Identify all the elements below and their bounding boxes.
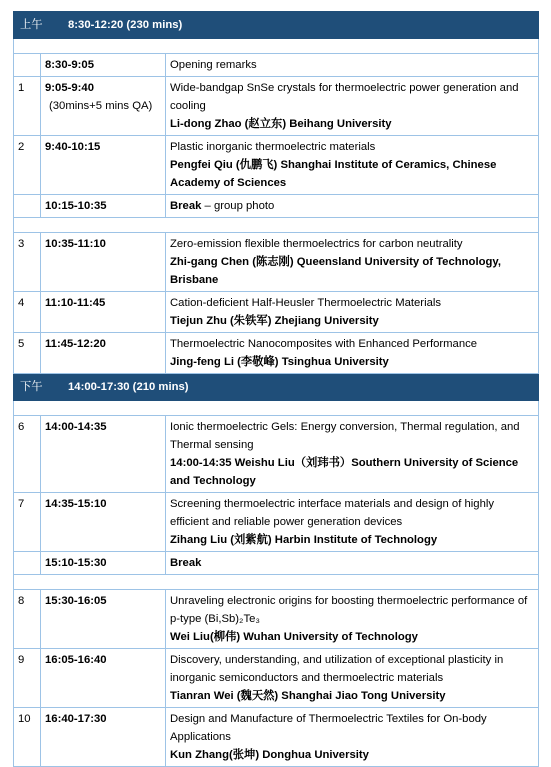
break-label: Break bbox=[170, 557, 202, 569]
spacer-row bbox=[14, 39, 539, 54]
talk-time: 8:30-9:05 bbox=[45, 59, 94, 71]
talk-title: Thermoelectric Nanocomposites with Enhanced Performance bbox=[170, 338, 478, 350]
talk-time: 15:30-16:05 bbox=[45, 595, 107, 607]
talk-duration-note: (30mins+5 mins QA) bbox=[49, 100, 153, 112]
time-cell bbox=[41, 649, 166, 708]
schedule-row bbox=[14, 77, 539, 136]
talk-time: 14:35-15:10 bbox=[45, 498, 107, 510]
talk-cell bbox=[166, 77, 539, 136]
schedule-row bbox=[14, 233, 539, 292]
talk-time: 11:45-12:20 bbox=[45, 338, 106, 350]
talk-speaker: Jing-feng Li (李敬峰) Tsinghua University bbox=[170, 356, 389, 368]
talk-title: Ionic thermoelectric Gels: Energy conversion, Thermal regulation, and Thermal sensing bbox=[170, 421, 520, 451]
time-cell bbox=[41, 233, 166, 292]
talk-speaker: 14:00-14:35 Weishu Liu（刘玮书）Southern University of Science and Technology bbox=[170, 457, 519, 487]
talk-speaker: Zhi-gang Chen (陈志刚) Queensland University of Technology, Brisbane bbox=[170, 256, 501, 286]
talk-speaker: Tianran Wei (魏天然) Shanghai Jiao Tong University bbox=[170, 690, 446, 702]
talk-speaker: Kun Zhang(张坤) Donghua University bbox=[170, 749, 369, 761]
schedule-table bbox=[13, 11, 539, 767]
schedule-body bbox=[14, 12, 539, 767]
talk-number: 4 bbox=[14, 292, 41, 333]
schedule-row bbox=[14, 649, 539, 708]
talk-speaker: Tiejun Zhu (朱铁军) Zhejiang University bbox=[170, 315, 379, 327]
talk-cell bbox=[166, 590, 539, 649]
time-cell bbox=[41, 493, 166, 552]
talk-cell bbox=[166, 136, 539, 195]
talk-number: 7 bbox=[14, 493, 41, 552]
talk-number: 9 bbox=[14, 649, 41, 708]
schedule-row bbox=[14, 590, 539, 649]
session-header bbox=[14, 374, 539, 401]
talk-cell bbox=[166, 649, 539, 708]
talk-title: Design and Manufacture of Thermoelectric Textiles for On-body Applications bbox=[170, 713, 487, 743]
talk-number: 3 bbox=[14, 233, 41, 292]
time-cell bbox=[41, 333, 166, 374]
talk-cell bbox=[166, 54, 539, 77]
session-day: 上午 bbox=[20, 19, 43, 31]
schedule-row bbox=[14, 493, 539, 552]
spacer-cell bbox=[14, 218, 539, 233]
time-cell bbox=[41, 77, 166, 136]
session-time: 14:00-17:30 (210 mins) bbox=[68, 381, 189, 393]
spacer-cell bbox=[14, 401, 539, 416]
talk-title: Unraveling electronic origins for boosting thermoelectric performance of p-type (Bi,Sb)₂Te₃ bbox=[170, 595, 528, 625]
talk-time: 10:15-10:35 bbox=[45, 200, 107, 212]
talk-number bbox=[14, 552, 41, 575]
schedule-row bbox=[14, 552, 539, 575]
time-cell bbox=[41, 590, 166, 649]
talk-time: 14:00-14:35 bbox=[45, 421, 107, 433]
time-cell bbox=[41, 416, 166, 493]
spacer-row bbox=[14, 401, 539, 416]
talk-cell bbox=[166, 195, 539, 218]
talk-title: Screening thermoelectric interface materials and design of highly efficient and reliable power generation devices bbox=[170, 498, 495, 528]
talk-speaker: Zihang Liu (刘紫航) Harbin Institute of Technology bbox=[170, 534, 438, 546]
talk-speaker: Pengfei Qiu (仇鹏飞) Shanghai Institute of Ceramics, Chinese Academy of Sciences bbox=[170, 159, 497, 189]
talk-title: Opening remarks bbox=[170, 59, 257, 71]
talk-number bbox=[14, 54, 41, 77]
talk-speaker: Li-dong Zhao (赵立东) Beihang University bbox=[170, 118, 392, 130]
talk-time: 15:10-15:30 bbox=[45, 557, 107, 569]
talk-title: Wide-bandgap SnSe crystals for thermoelectric power generation and cooling bbox=[170, 82, 519, 112]
talk-time: 11:10-11:45 bbox=[45, 297, 106, 309]
schedule-row bbox=[14, 416, 539, 493]
talk-title: Cation-deficient Half-Heusler Thermoelectric Materials bbox=[170, 297, 442, 309]
spacer-cell bbox=[14, 39, 539, 54]
time-cell bbox=[41, 195, 166, 218]
talk-time: 16:40-17:30 bbox=[45, 713, 107, 725]
talk-cell bbox=[166, 233, 539, 292]
spacer-row bbox=[14, 575, 539, 590]
program-schedule bbox=[13, 11, 538, 767]
schedule-row bbox=[14, 333, 539, 374]
talk-time: 16:05-16:40 bbox=[45, 654, 107, 666]
session-time: 8:30-12:20 (230 mins) bbox=[68, 19, 183, 31]
talk-time: 9:05-9:40 bbox=[45, 82, 94, 94]
talk-title: Plastic inorganic thermoelectric materials bbox=[170, 141, 376, 153]
spacer-row bbox=[14, 218, 539, 233]
talk-cell bbox=[166, 708, 539, 767]
talk-number: 5 bbox=[14, 333, 41, 374]
time-cell bbox=[41, 136, 166, 195]
schedule-row bbox=[14, 708, 539, 767]
talk-number: 2 bbox=[14, 136, 41, 195]
talk-number: 10 bbox=[14, 708, 41, 767]
time-cell bbox=[41, 292, 166, 333]
talk-cell bbox=[166, 552, 539, 575]
talk-time: 10:35-11:10 bbox=[45, 238, 106, 250]
break-note: – group photo bbox=[201, 200, 275, 212]
talk-title: Discovery, understanding, and utilization of exceptional plasticity in inorganic semiconductors and thermoelectric materials bbox=[170, 654, 504, 684]
talk-number: 6 bbox=[14, 416, 41, 493]
spacer-cell bbox=[14, 575, 539, 590]
talk-number bbox=[14, 195, 41, 218]
time-cell bbox=[41, 552, 166, 575]
session-header-cell bbox=[14, 12, 539, 39]
session-header bbox=[14, 12, 539, 39]
talk-cell bbox=[166, 333, 539, 374]
time-cell bbox=[41, 54, 166, 77]
talk-title: Zero-emission flexible thermoelectrics for carbon neutrality bbox=[170, 238, 463, 250]
session-header-cell bbox=[14, 374, 539, 401]
talk-speaker: Wei Liu(柳伟) Wuhan University of Technology bbox=[170, 631, 418, 643]
time-cell bbox=[41, 708, 166, 767]
talk-cell bbox=[166, 493, 539, 552]
talk-time: 9:40-10:15 bbox=[45, 141, 101, 153]
schedule-row bbox=[14, 195, 539, 218]
talk-cell bbox=[166, 416, 539, 493]
talk-number: 1 bbox=[14, 77, 41, 136]
talk-cell bbox=[166, 292, 539, 333]
schedule-row bbox=[14, 54, 539, 77]
break-label: Break bbox=[170, 200, 202, 212]
schedule-row bbox=[14, 136, 539, 195]
schedule-row bbox=[14, 292, 539, 333]
talk-number: 8 bbox=[14, 590, 41, 649]
session-day: 下午 bbox=[20, 381, 43, 393]
